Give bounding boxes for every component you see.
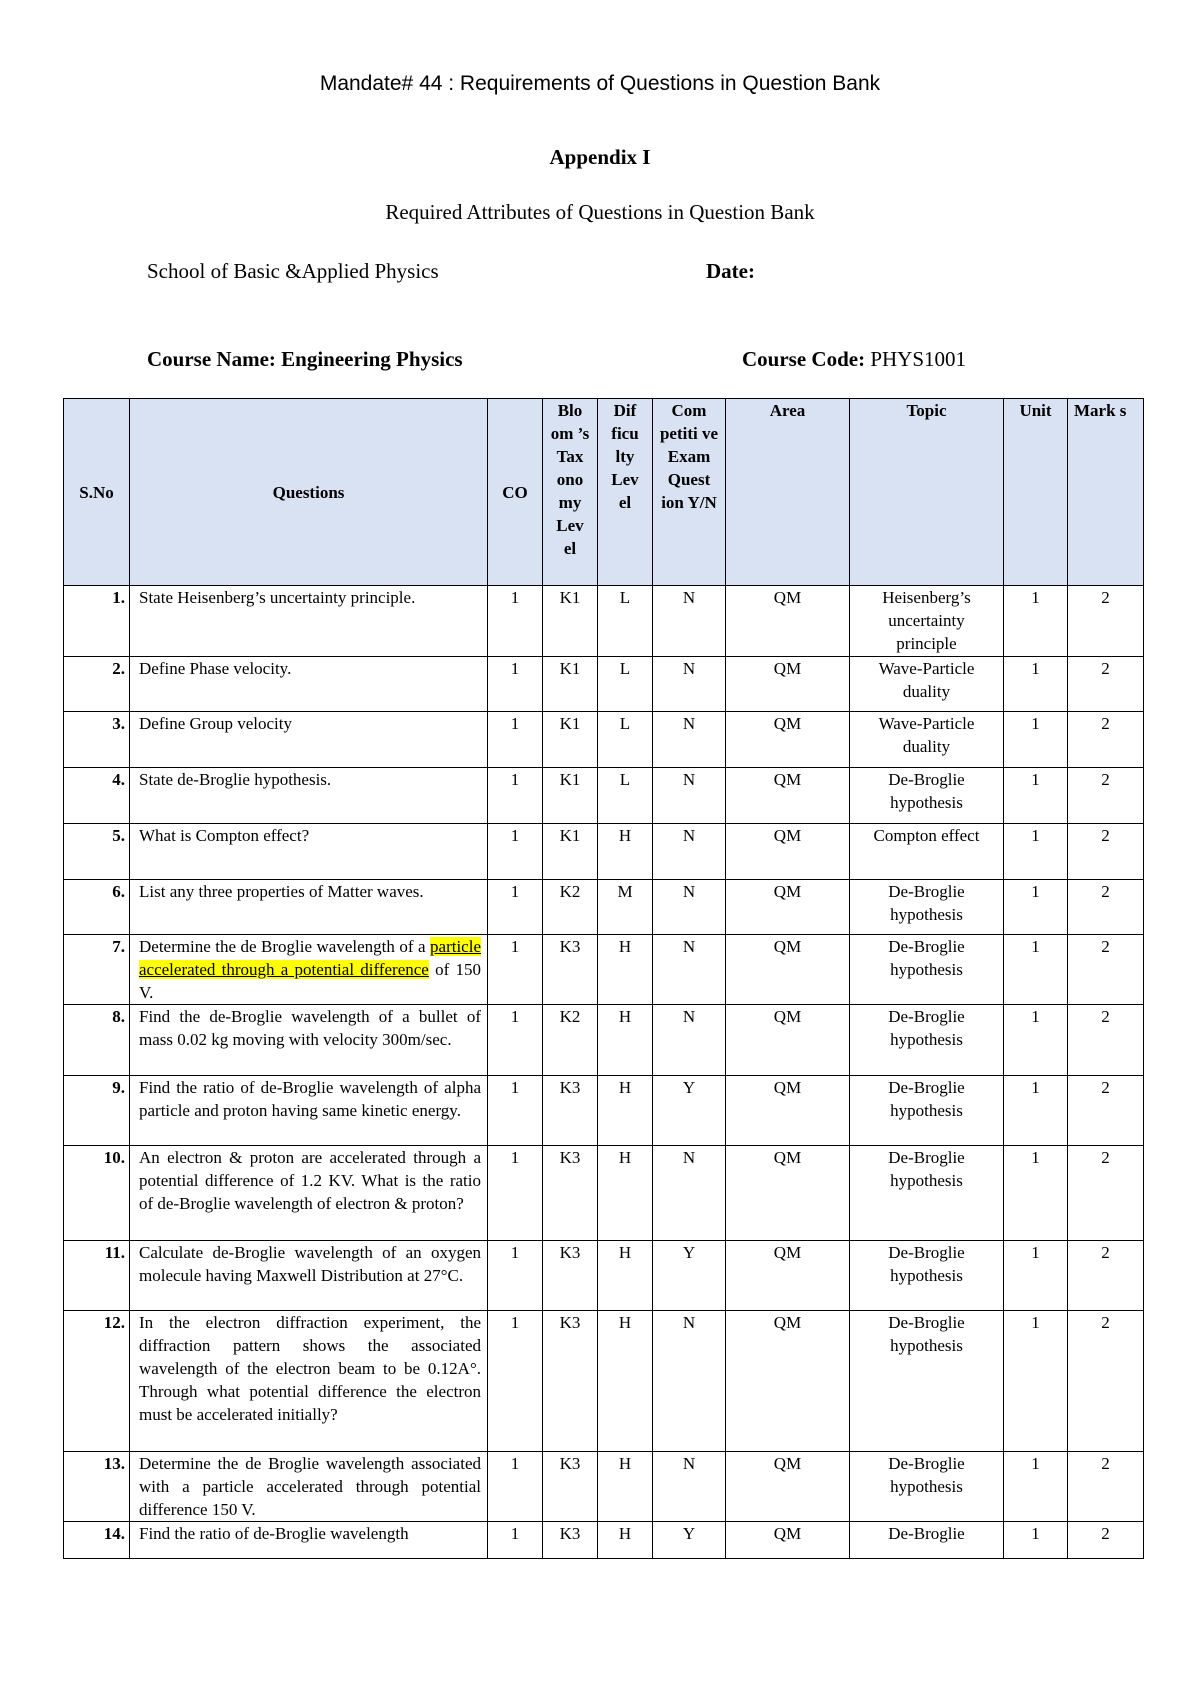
- row-topic: De-Broglie hypothesis: [850, 1076, 1004, 1146]
- row-co: 1: [488, 824, 543, 880]
- row-bloom: K3: [543, 1522, 598, 1559]
- attributes-title: Required Attributes of Questions in Question Bank: [385, 200, 815, 224]
- row-area: QM: [726, 880, 850, 935]
- col-header-difficulty: Dif ficu lty Lev el: [598, 399, 653, 586]
- row-bloom: K2: [543, 880, 598, 935]
- row-area: QM: [726, 824, 850, 880]
- row-question: An electron & proton are accelerated through a potential difference of 1.2 KV. What is the ratio of de-Broglie wavelength of electron & proton?: [130, 1146, 488, 1241]
- course-name: Course Name: Engineering Physics: [147, 347, 463, 371]
- table-row: [64, 1005, 1144, 1076]
- row-unit: 1: [1004, 768, 1068, 824]
- row-difficulty: L: [598, 657, 653, 712]
- row-difficulty: L: [598, 712, 653, 768]
- question-bank-table: [63, 398, 1144, 1559]
- row-unit: 1: [1004, 824, 1068, 880]
- row-topic: De-Broglie hypothesis: [850, 1146, 1004, 1241]
- row-topic: De-Broglie: [850, 1522, 1004, 1559]
- row-area: QM: [726, 1146, 850, 1241]
- row-area: QM: [726, 1311, 850, 1452]
- row-marks: 2: [1068, 768, 1144, 824]
- row-area: QM: [726, 1241, 850, 1311]
- row-topic: Wave-Particle duality: [850, 712, 1004, 768]
- row-competitive: N: [653, 712, 726, 768]
- row-co: 1: [488, 712, 543, 768]
- table-header-row: [64, 399, 1144, 586]
- row-competitive: N: [653, 1452, 726, 1522]
- date-label: Date:: [706, 259, 755, 283]
- school-name: School of Basic &Applied Physics: [147, 259, 439, 283]
- highlighted-text: particle accelerated through a potential difference: [139, 937, 481, 979]
- row-question: Define Group velocity: [130, 712, 488, 768]
- row-question: State Heisenberg’s uncertainty principle.: [130, 586, 488, 657]
- col-header-bloom: Blo om ’s Tax ono my Lev el: [543, 399, 598, 586]
- course-code-value: PHYS1001: [865, 347, 967, 371]
- row-difficulty: H: [598, 1241, 653, 1311]
- row-competitive: N: [653, 768, 726, 824]
- row-area: QM: [726, 1076, 850, 1146]
- row-competitive: Y: [653, 1076, 726, 1146]
- row-unit: 1: [1004, 1522, 1068, 1559]
- row-marks: 2: [1068, 1146, 1144, 1241]
- question-text-post: of 150 V.: [139, 960, 481, 1002]
- row-question: Find the ratio of de-Broglie wavelength: [130, 1522, 488, 1559]
- row-unit: 1: [1004, 935, 1068, 1005]
- row-bloom: K3: [543, 1452, 598, 1522]
- row-question: State de-Broglie hypothesis.: [130, 768, 488, 824]
- row-difficulty: H: [598, 935, 653, 1005]
- row-difficulty: H: [598, 1311, 653, 1452]
- row-co: 1: [488, 935, 543, 1005]
- row-question: Determine the de Broglie wavelength associated with a particle accelerated through potential difference 150 V.: [130, 1452, 488, 1522]
- row-marks: 2: [1068, 1522, 1144, 1559]
- row-bloom: K1: [543, 824, 598, 880]
- table-row: [64, 1452, 1144, 1522]
- row-co: 1: [488, 1522, 543, 1559]
- col-header-marks: Mark s: [1068, 399, 1144, 586]
- row-competitive: N: [653, 935, 726, 1005]
- row-question: Define Phase velocity.: [130, 657, 488, 712]
- row-bloom: K3: [543, 1076, 598, 1146]
- row-question: Calculate de-Broglie wavelength of an oxygen molecule having Maxwell Distribution at 27°C.: [130, 1241, 488, 1311]
- row-question: What is Compton effect?: [130, 824, 488, 880]
- table-row: [64, 1146, 1144, 1241]
- row-competitive: N: [653, 657, 726, 712]
- row-difficulty: M: [598, 880, 653, 935]
- row-topic: De-Broglie hypothesis: [850, 935, 1004, 1005]
- table-row: [64, 1522, 1144, 1559]
- row-area: QM: [726, 657, 850, 712]
- row-sno: 6.: [64, 880, 130, 935]
- row-sno: 12.: [64, 1311, 130, 1452]
- row-bloom: K1: [543, 657, 598, 712]
- row-sno: 14.: [64, 1522, 130, 1559]
- table-row: [64, 824, 1144, 880]
- col-header-area: Area: [726, 399, 850, 586]
- row-marks: 2: [1068, 824, 1144, 880]
- row-co: 1: [488, 880, 543, 935]
- table-row: [64, 586, 1144, 657]
- row-topic: Wave-Particle duality: [850, 657, 1004, 712]
- row-competitive: N: [653, 1005, 726, 1076]
- row-bloom: K3: [543, 1241, 598, 1311]
- row-sno: 1.: [64, 586, 130, 657]
- row-question: Find the de-Broglie wavelength of a bullet of mass 0.02 kg moving with velocity 300m/sec.: [130, 1005, 488, 1076]
- row-unit: 1: [1004, 1076, 1068, 1146]
- row-unit: 1: [1004, 1452, 1068, 1522]
- row-marks: 2: [1068, 880, 1144, 935]
- row-co: 1: [488, 586, 543, 657]
- row-sno: 5.: [64, 824, 130, 880]
- table-row: [64, 712, 1144, 768]
- row-marks: 2: [1068, 1452, 1144, 1522]
- row-topic: De-Broglie hypothesis: [850, 768, 1004, 824]
- row-difficulty: H: [598, 824, 653, 880]
- row-topic: De-Broglie hypothesis: [850, 1241, 1004, 1311]
- col-header-co: CO: [488, 399, 543, 586]
- row-co: 1: [488, 1241, 543, 1311]
- row-area: QM: [726, 586, 850, 657]
- row-topic: De-Broglie hypothesis: [850, 1005, 1004, 1076]
- row-co: 1: [488, 1452, 543, 1522]
- row-marks: 2: [1068, 586, 1144, 657]
- row-area: QM: [726, 1522, 850, 1559]
- row-co: 1: [488, 1076, 543, 1146]
- table-row: [64, 768, 1144, 824]
- row-difficulty: H: [598, 1522, 653, 1559]
- row-bloom: K3: [543, 1311, 598, 1452]
- row-unit: 1: [1004, 712, 1068, 768]
- row-sno: 11.: [64, 1241, 130, 1311]
- row-sno: 13.: [64, 1452, 130, 1522]
- row-competitive: N: [653, 1146, 726, 1241]
- row-unit: 1: [1004, 657, 1068, 712]
- row-topic: Heisenberg’s uncertainty principle: [850, 586, 1004, 657]
- row-competitive: N: [653, 880, 726, 935]
- row-competitive: N: [653, 824, 726, 880]
- row-co: 1: [488, 657, 543, 712]
- mandate-title: Mandate# 44 : Requirements of Questions in Question Bank: [319, 72, 881, 95]
- row-question: [130, 935, 488, 1005]
- col-header-unit: Unit: [1004, 399, 1068, 586]
- row-bloom: K3: [543, 1146, 598, 1241]
- row-co: 1: [488, 768, 543, 824]
- row-marks: 2: [1068, 935, 1144, 1005]
- row-marks: 2: [1068, 712, 1144, 768]
- row-sno: 9.: [64, 1076, 130, 1146]
- row-difficulty: H: [598, 1452, 653, 1522]
- row-area: QM: [726, 1452, 850, 1522]
- row-topic: De-Broglie hypothesis: [850, 880, 1004, 935]
- table-row: [64, 1311, 1144, 1452]
- row-co: 1: [488, 1311, 543, 1452]
- table-row: [64, 935, 1144, 1005]
- table-row: [64, 657, 1144, 712]
- row-competitive: N: [653, 1311, 726, 1452]
- row-question: Find the ratio of de-Broglie wavelength of alpha particle and proton having same kinetic energy.: [130, 1076, 488, 1146]
- course-code-label: Course Code:: [742, 347, 866, 371]
- row-question: List any three properties of Matter waves.: [130, 880, 488, 935]
- table-row: [64, 1076, 1144, 1146]
- row-sno: 2.: [64, 657, 130, 712]
- row-bloom: K1: [543, 768, 598, 824]
- row-difficulty: H: [598, 1005, 653, 1076]
- row-marks: 2: [1068, 1005, 1144, 1076]
- row-difficulty: H: [598, 1076, 653, 1146]
- course-code: [742, 347, 966, 372]
- row-topic: Compton effect: [850, 824, 1004, 880]
- row-competitive: Y: [653, 1522, 726, 1559]
- table-row: [64, 880, 1144, 935]
- row-topic: De-Broglie hypothesis: [850, 1452, 1004, 1522]
- row-area: QM: [726, 935, 850, 1005]
- row-unit: 1: [1004, 586, 1068, 657]
- row-unit: 1: [1004, 1241, 1068, 1311]
- row-competitive: N: [653, 586, 726, 657]
- row-bloom: K1: [543, 586, 598, 657]
- col-header-competitive: Com petiti ve Exam Quest ion Y/N: [653, 399, 726, 586]
- col-header-questions: Questions: [130, 399, 488, 586]
- row-marks: 2: [1068, 657, 1144, 712]
- row-bloom: K2: [543, 1005, 598, 1076]
- row-bloom: K1: [543, 712, 598, 768]
- row-difficulty: H: [598, 1146, 653, 1241]
- row-co: 1: [488, 1005, 543, 1076]
- row-unit: 1: [1004, 1311, 1068, 1452]
- col-header-topic: Topic: [850, 399, 1004, 586]
- row-bloom: K3: [543, 935, 598, 1005]
- row-area: QM: [726, 1005, 850, 1076]
- row-sno: 7.: [64, 935, 130, 1005]
- row-co: 1: [488, 1146, 543, 1241]
- row-area: QM: [726, 768, 850, 824]
- row-sno: 10.: [64, 1146, 130, 1241]
- row-sno: 3.: [64, 712, 130, 768]
- row-unit: 1: [1004, 880, 1068, 935]
- row-marks: 2: [1068, 1076, 1144, 1146]
- row-question: In the electron diffraction experiment, the diffraction pattern shows the associated wavelength of the electron beam to be 0.12A°. Through what potential difference the electron must be accelerated initially?: [130, 1311, 488, 1452]
- row-difficulty: L: [598, 586, 653, 657]
- row-unit: 1: [1004, 1005, 1068, 1076]
- col-header-sno: S.No: [64, 399, 130, 586]
- question-text-pre: Determine the de Broglie wavelength of a: [139, 937, 431, 956]
- table-row: [64, 1241, 1144, 1311]
- row-marks: 2: [1068, 1241, 1144, 1311]
- row-sno: 4.: [64, 768, 130, 824]
- row-topic: De-Broglie hypothesis: [850, 1311, 1004, 1452]
- row-unit: 1: [1004, 1146, 1068, 1241]
- row-difficulty: L: [598, 768, 653, 824]
- row-sno: 8.: [64, 1005, 130, 1076]
- row-area: QM: [726, 712, 850, 768]
- appendix-heading: Appendix I: [549, 145, 651, 169]
- row-competitive: Y: [653, 1241, 726, 1311]
- row-marks: 2: [1068, 1311, 1144, 1452]
